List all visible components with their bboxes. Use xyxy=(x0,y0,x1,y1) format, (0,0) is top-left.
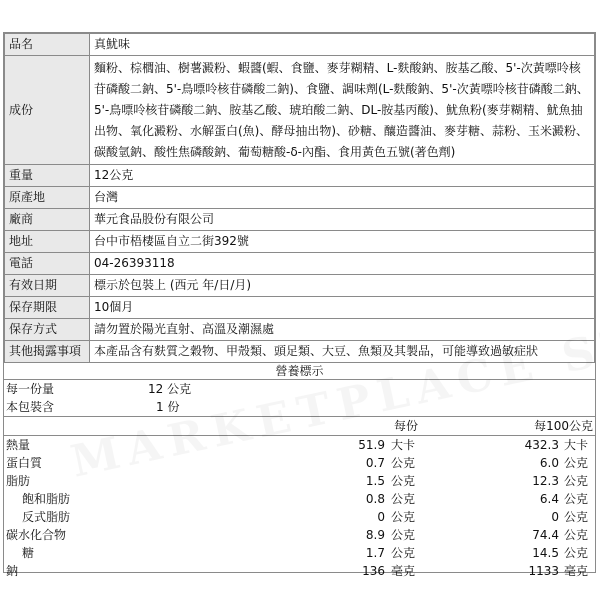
info-value: 台灣 xyxy=(90,187,595,209)
nutrient-row xyxy=(4,490,595,508)
per-100g-value: 6.0 xyxy=(539,456,559,470)
nutrient-name: 飽和脂肪 xyxy=(22,492,71,506)
per-serving-unit: 毫克 xyxy=(391,564,416,578)
info-value: 10個月 xyxy=(90,297,595,319)
servings-per-package-row xyxy=(4,398,595,416)
column-per-serving: 每份 xyxy=(394,419,419,433)
per-100g-unit: 公克 xyxy=(564,528,589,542)
per-serving-value: 0.8 xyxy=(365,492,385,506)
info-value: 請勿置於陽光直射、高溫及潮濕處 xyxy=(90,319,595,341)
per-serving-value: 136 xyxy=(362,564,385,578)
info-value: 04-26393118 xyxy=(90,253,595,275)
per-100g-value: 6.4 xyxy=(539,492,559,506)
nutrient-name: 糖 xyxy=(22,546,35,560)
info-label: 成份 xyxy=(5,56,90,165)
nutrient-name: 反式脂肪 xyxy=(22,510,71,524)
info-row xyxy=(5,34,595,56)
per-100g-unit: 公克 xyxy=(564,474,589,488)
info-label: 廠商 xyxy=(5,209,90,231)
per-100g-value: 1133 xyxy=(528,564,559,578)
per-serving-value: 0.7 xyxy=(365,456,385,470)
info-row xyxy=(5,56,595,165)
serving-size-label: 每一份量 xyxy=(6,382,55,396)
info-label: 重量 xyxy=(5,165,90,187)
info-label: 電話 xyxy=(5,253,90,275)
nutrition-title: 營養標示 xyxy=(4,363,595,380)
per-serving-value: 8.9 xyxy=(365,528,385,542)
per-serving-unit: 公克 xyxy=(391,528,416,542)
per-100g-unit: 公克 xyxy=(564,510,589,524)
info-row xyxy=(5,165,595,187)
info-value: 本產品含有麩質之穀物、甲殼類、頭足類、大豆、魚類及其製品，可能導致過敏症狀 xyxy=(90,341,595,363)
nutrient-row xyxy=(4,454,595,472)
serving-size-row xyxy=(4,380,595,398)
product-label xyxy=(3,32,596,578)
info-value: 麵粉、棕櫚油、樹薯澱粉、蝦醬(蝦、食鹽、麥芽糊精、L-麩酸鈉、胺基乙酸、5'-次黃嘌呤核苷磷酸二鈉、5'-鳥嘌呤核苷磷酸二鈉)、食鹽、調味劑(L-麩酸鈉、5'-次黃嘌呤核苷磷酸二鈉、5'-鳥嘌呤核苷磷酸二鈉、胺基乙酸、琥珀酸二鈉、DL-胺基丙酸)、魷魚粉(麥芽糊精、魷魚抽出物、氧化澱粉、水解蛋白(魚)、酵母抽出物)、砂糖、釀造醬油、麥芽糖、蒜粉、玉米澱粉、碳酸氫鈉、酸性焦磷酸鈉、葡萄糖酸-δ-內酯、食用黃色五號(著色劑) xyxy=(90,56,595,165)
per-serving-value: 0 xyxy=(377,510,385,524)
per-serving-unit: 公克 xyxy=(391,474,416,488)
nutrient-row xyxy=(4,436,595,454)
nutrient-row xyxy=(4,562,595,580)
servings-per-package-label: 本包裝含 xyxy=(6,400,55,414)
per-100g-value: 12.3 xyxy=(532,474,559,488)
nutrient-row xyxy=(4,472,595,490)
per-100g-value: 14.5 xyxy=(532,546,559,560)
info-row xyxy=(5,253,595,275)
info-row xyxy=(5,319,595,341)
info-row xyxy=(5,275,595,297)
info-value: 台中市梧棲區自立二街392號 xyxy=(90,231,595,253)
nutrient-row xyxy=(4,544,595,562)
per-100g-unit: 公克 xyxy=(564,492,589,506)
nutrition-header-row xyxy=(4,416,595,435)
per-100g-unit: 毫克 xyxy=(564,564,589,578)
per-serving-value: 1.5 xyxy=(365,474,385,488)
info-label: 原產地 xyxy=(5,187,90,209)
nutrient-name: 鈉 xyxy=(6,564,19,578)
info-label: 品名 xyxy=(5,34,90,56)
info-value: 真魷味 xyxy=(90,34,595,56)
per-100g-value: 432.3 xyxy=(524,438,559,452)
nutrient-row xyxy=(4,526,595,544)
servings-per-package-value: 1 份 xyxy=(156,400,180,414)
nutrient-name: 熱量 xyxy=(6,438,31,452)
serving-size-value: 12 公克 xyxy=(148,382,192,396)
info-label: 其他揭露事項 xyxy=(5,341,90,363)
per-serving-unit: 公克 xyxy=(391,510,416,524)
info-value: 華元食品股份有限公司 xyxy=(90,209,595,231)
per-100g-value: 0 xyxy=(551,510,559,524)
info-row xyxy=(5,187,595,209)
info-value: 12公克 xyxy=(90,165,595,187)
column-per-100g: 每100公克 xyxy=(534,419,593,433)
per-serving-unit: 大卡 xyxy=(391,438,416,452)
per-100g-unit: 大卡 xyxy=(564,438,589,452)
info-row xyxy=(5,341,595,363)
info-row xyxy=(5,231,595,253)
product-info-table xyxy=(4,33,595,363)
info-label: 保存方式 xyxy=(5,319,90,341)
per-100g-value: 74.4 xyxy=(532,528,559,542)
per-serving-value: 1.7 xyxy=(365,546,385,560)
nutrient-name: 脂肪 xyxy=(6,474,31,488)
nutrient-row xyxy=(4,508,595,526)
per-100g-unit: 公克 xyxy=(564,546,589,560)
info-value: 標示於包裝上 (西元 年/日/月) xyxy=(90,275,595,297)
nutrition-facts xyxy=(4,363,595,580)
per-100g-unit: 公克 xyxy=(564,456,589,470)
info-label: 保存期限 xyxy=(5,297,90,319)
per-serving-unit: 公克 xyxy=(391,546,416,560)
per-serving-unit: 公克 xyxy=(391,456,416,470)
per-serving-unit: 公克 xyxy=(391,492,416,506)
per-serving-value: 51.9 xyxy=(358,438,385,452)
nutrient-name: 碳水化合物 xyxy=(6,528,67,542)
info-row xyxy=(5,209,595,231)
nutrition-rows xyxy=(4,435,595,580)
nutrient-name: 蛋白質 xyxy=(6,456,43,470)
info-label: 有效日期 xyxy=(5,275,90,297)
info-row xyxy=(5,297,595,319)
info-label: 地址 xyxy=(5,231,90,253)
